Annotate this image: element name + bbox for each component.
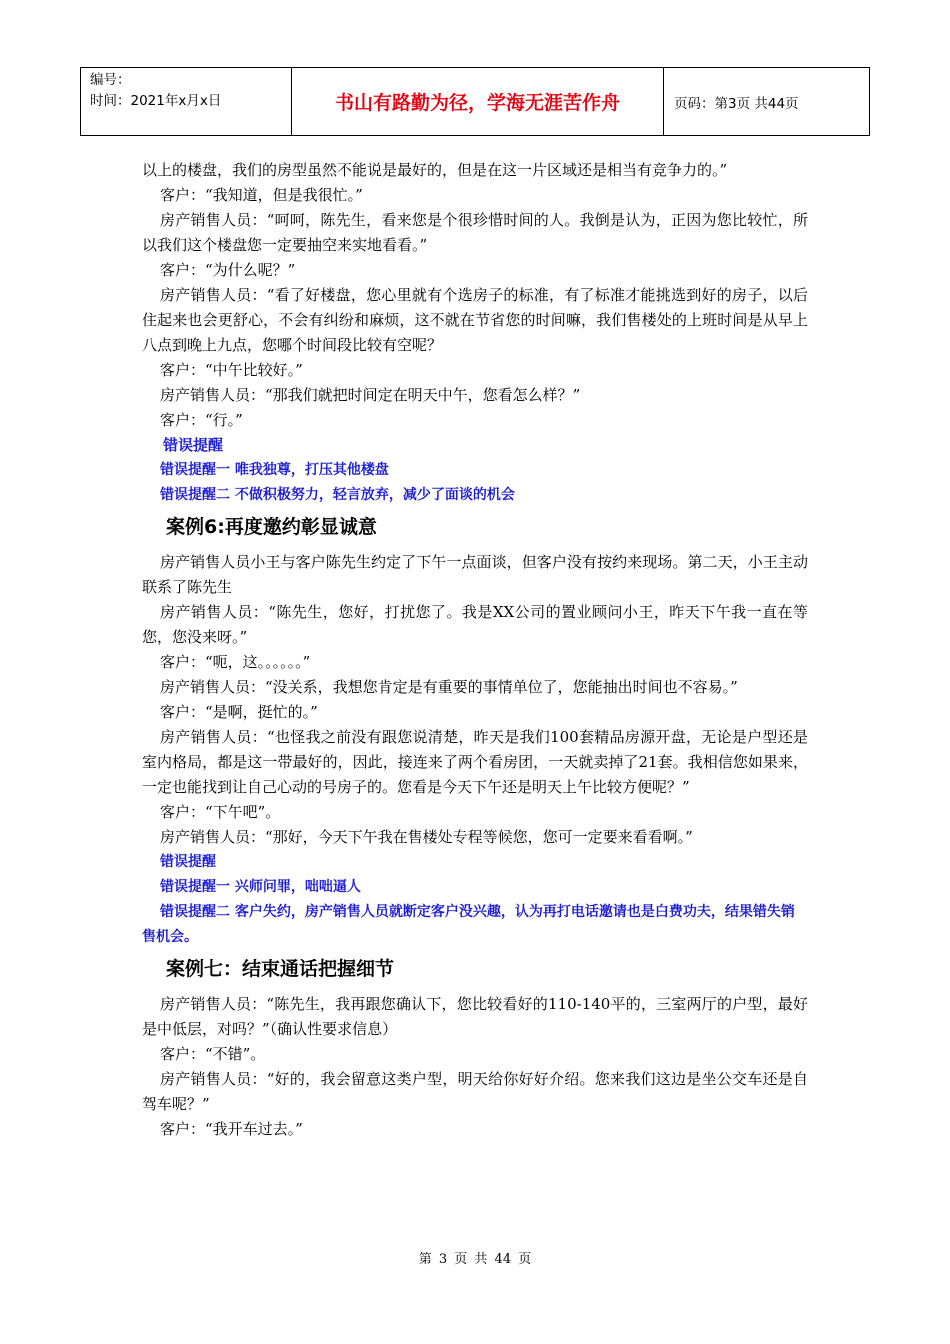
paragraph: 房产销售人员：“那好，今天下午我在售楼处专程等候您，您可一定要来看看啊。”	[160, 828, 693, 846]
paragraph: 房产销售人员：“好的，我会留意这类户型，明天给你好好介绍。您来我们这边是坐公交车还是自驾车呢？”	[142, 1070, 808, 1113]
paragraph: 客户：“是啊，挺忙的。”	[160, 703, 318, 721]
paragraph: 客户：“行。”	[160, 411, 243, 429]
paragraph: 房产销售人员：“呵呵，陈先生，看来您是个很珍惜时间的人。我倒是认为，正因为您比较忙，所以我们这个楼盘您一定要抽空来实地看看。”	[142, 211, 808, 254]
date-label: 时间：2021年x月x日	[90, 93, 222, 109]
paragraph: 客户：“中午比较好。”	[160, 361, 303, 379]
page-header	[80, 67, 870, 136]
header-page-info: 页码：第3页 共44页	[664, 68, 870, 136]
paragraph: 客户：“我知道，但是我很忙。”	[160, 186, 363, 204]
paragraph: 房产销售人员：“陈先生，您好，打扰您了。我是XX公司的置业顾问小王，昨天下午我一直在等您，您没来呀。”	[142, 603, 808, 646]
error-reminder-item: 错误提醒二 客户失约，房产销售人员就断定客户没兴趣，认为再打电话邀请也是白费功夫，结果错失销售机会。	[142, 904, 795, 945]
paragraph: 客户：“呃，这。。。。。。”	[160, 653, 311, 671]
document-body	[142, 158, 808, 1142]
header-motto: 书山有路勤为径，学海无涯苦作舟	[292, 68, 664, 136]
case-7-title: 案例七：结束通话把握细节	[166, 958, 395, 980]
paragraph: 房产销售人员：“没关系，我想您肯定是有重要的事情单位了，您能抽出时间也不容易。”	[160, 678, 738, 696]
paragraph: 房产销售人员：“看了好楼盘，您心里就有个选房子的标准，有了标准才能挑选到好的房子，以后住起来也会更舒心，不会有纠纷和麻烦，这不就在节省您的时间嘛，我们售楼处的上班时间是从早上八点到晚上九点，您哪个时间段比较有空呢？	[142, 286, 808, 354]
number-label: 编号：	[90, 72, 131, 88]
case-6-title: 案例6:再度邀约彰显诚意	[166, 516, 377, 538]
error-reminder-item: 错误提醒一 兴师问罪，咄咄逼人	[160, 879, 361, 895]
error-reminder-item: 错误提醒一 唯我独尊，打压其他楼盘	[160, 462, 389, 478]
paragraph: 客户：“下午吧”。	[160, 803, 281, 821]
paragraph: 客户：“为什么呢？”	[160, 261, 296, 279]
error-reminder-heading: 错误提醒	[163, 436, 224, 454]
header-meta	[81, 68, 292, 136]
paragraph: 房产销售人员：“陈先生，我再跟您确认下，您比较看好的110-140平的，三室两厅的户型，最好是中低层，对吗？”（确认性要求信息）	[142, 995, 808, 1038]
paragraph: 房产销售人员：“那我们就把时间定在明天中午，您看怎么样？”	[160, 386, 581, 404]
error-reminder-heading: 错误提醒	[160, 854, 216, 870]
error-reminder-item: 错误提醒二 不做积极努力，轻言放弃，减少了面谈的机会	[160, 487, 515, 503]
paragraph: 房产销售人员小王与客户陈先生约定了下午一点面谈，但客户没有按约来现场。第二天，小王主动联系了陈先生	[142, 553, 808, 596]
paragraph: 房产销售人员：“也怪我之前没有跟您说清楚，昨天是我们100套精品房源开盘，无论是户型还是室内格局，都是这一带最好的，因此，接连来了两个看房团，一天就卖掉了21套。我相信您如果来，一定也能找到让自己心动的号房子的。您看是今天下午还是明天上午比较方便呢？”	[142, 728, 808, 796]
page-footer: 第 3 页 共 44 页	[418, 1252, 532, 1267]
paragraph: 以上的楼盘，我们的房型虽然不能说是最好的，但是在这一片区域还是相当有竞争力的。”	[142, 161, 728, 179]
paragraph: 客户：“不错”。	[160, 1045, 266, 1063]
paragraph: 客户：“我开车过去。”	[160, 1120, 303, 1138]
